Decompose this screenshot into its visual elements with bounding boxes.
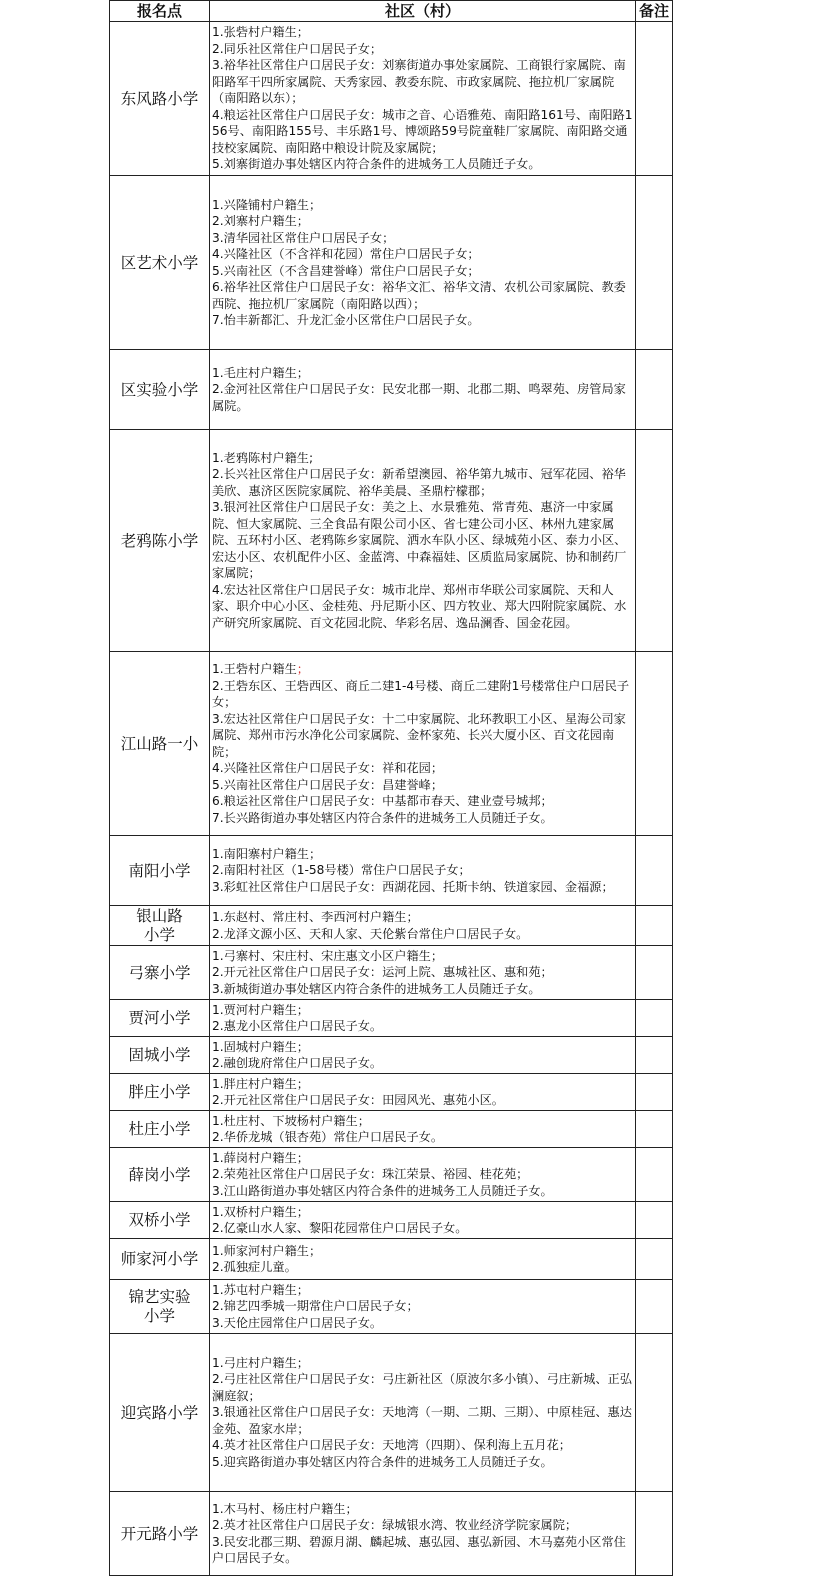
community-line: 3.天伦庄园常住户口居民子女。 — [212, 1315, 383, 1330]
school-name: 胖庄小学 — [110, 1074, 210, 1111]
note-cell — [636, 1239, 673, 1280]
community-line: 1.胖庄村户籍生； — [212, 1076, 309, 1091]
community-line: 4.宏达社区常住户口居民子女：城市北岸、郑州市华联公司家属院、天和人家、职介中心小区、金桂苑、丹尼斯小区、四方牧业、郑大四附院家属院、水产研究所家属院、百文花园北院、华彩名居、逸品澜香、国金花园。 — [212, 582, 627, 630]
school-name: 师家河小学 — [110, 1239, 210, 1280]
community-cell — [210, 652, 636, 836]
community-line: 1.师家河村户籍生； — [212, 1243, 322, 1258]
community-line: 2.长兴社区常住户口居民子女：新希望澳园、裕华第九城市、冠军花园、裕华美欣、惠济区医院家属院、裕华美晨、圣鼎柠檬郡； — [212, 467, 626, 498]
community-line: 1.苏屯村户籍生； — [212, 1282, 309, 1297]
community-line: 2.南阳村社区（1-58号楼）常住户口居民子女； — [212, 863, 471, 878]
community-line: 4.英才社区常住户口居民子女：天地湾（四期）、保利海上五月花； — [212, 1438, 571, 1453]
table-row — [110, 1239, 673, 1280]
enrollment-table — [109, 0, 673, 1576]
header-school: 报名点 — [110, 1, 210, 22]
community-cell — [210, 430, 636, 652]
table-row — [110, 1202, 673, 1239]
community-line: 5.兴南社区常住户口居民子女：昌建誉峰； — [212, 777, 444, 792]
community-line: 3.江山路街道办事处辖区内符合条件的进城务工人员随迁子女。 — [212, 1183, 553, 1198]
community-line: 1.毛庄村户籍生； — [212, 365, 309, 380]
community-cell — [210, 906, 636, 946]
community-line: 3.裕华社区常住户口居民子女：刘寨街道办事处家属院、工商银行家属院、南阳路军干四所家属院、天秀家园、教委东院、市政家属院、拖拉机厂家属院（南阳路以东）； — [212, 58, 626, 106]
community-line: 1.王砦村户籍生 — [212, 662, 297, 676]
community-line: 1.老鸦陈村户籍生; — [212, 450, 314, 465]
community-line: 1.薛岗村户籍生； — [212, 1150, 309, 1165]
note-cell — [636, 1111, 673, 1148]
school-name: 老鸦陈小学 — [110, 430, 210, 652]
community-line: 2.开元社区常住户口居民子女：运河上院、惠城社区、惠和苑； — [212, 965, 553, 980]
community-line: 2.华侨龙城（银杏苑）常住户口居民子女。 — [212, 1130, 444, 1144]
note-cell — [636, 430, 673, 652]
community-line: 2.锦艺四季城一期常住户口居民子女； — [212, 1299, 419, 1314]
note-cell — [636, 1074, 673, 1111]
school-name: 固城小学 — [110, 1037, 210, 1074]
school-name: 南阳小学 — [110, 836, 210, 906]
note-cell — [636, 836, 673, 906]
community-line: 7.长兴路街道办事处辖区内符合条件的进城务工人员随迁子女。 — [212, 810, 553, 825]
community-cell — [210, 836, 636, 906]
table-row — [110, 652, 673, 836]
note-cell — [636, 906, 673, 946]
note-cell — [636, 1202, 673, 1239]
table-row — [110, 1148, 673, 1202]
table-row — [110, 1074, 673, 1111]
community-cell — [210, 176, 636, 350]
note-cell — [636, 1334, 673, 1492]
community-line: 4.兴隆社区（不含祥和花园）常住户口居民子女； — [212, 247, 480, 261]
community-line: 2.王砦东区、王砦西区、商丘二建1-4号楼、商丘二建附1号楼常住户口居民子女； — [212, 678, 630, 709]
school-name: 杜庄小学 — [110, 1111, 210, 1148]
school-name: 开元路小学 — [110, 1492, 210, 1576]
community-line: 3.新城街道办事处辖区内符合条件的进城务工人员随迁子女。 — [212, 981, 541, 996]
community-cell — [210, 1202, 636, 1239]
community-line: 1.弓庄村户籍生； — [212, 1355, 309, 1370]
school-name: 贾河小学 — [110, 1000, 210, 1037]
community-line: 6.裕华社区常住户口居民子女：裕华文汇、裕华文清、农机公司家属院、教委西院、拖拉机厂家属院（南阳路以西）； — [212, 280, 626, 311]
community-line: 7.怡丰新都汇、升龙汇金小区常住户口居民子女。 — [212, 313, 480, 327]
community-cell — [210, 1334, 636, 1492]
community-line: 1.杜庄村、下坡杨村户籍生； — [212, 1113, 370, 1128]
table-row — [110, 176, 673, 350]
table-row — [110, 836, 673, 906]
community-line: 5.兴南社区（不含昌建誉峰）常住户口居民子女； — [212, 263, 480, 278]
community-cell — [210, 1074, 636, 1111]
community-line: 4.粮运社区常住户口居民子女：城市之音、心语雅苑、南阳路161号、南阳路156号、南阳路155号、丰乐路1号、博颂路59号院童鞋厂家属院、南阳路交通技校家属院、南阳路中粮设计院及家属院； — [212, 107, 633, 155]
header-row — [110, 1, 673, 22]
school-name: 薛岗小学 — [110, 1148, 210, 1202]
community-line: 2.英才社区常住户口居民子女：绿城银水湾、牧业经济学院家属院； — [212, 1518, 578, 1532]
note-cell — [636, 1037, 673, 1074]
note-cell — [636, 946, 673, 1000]
school-name: 弓寨小学 — [110, 946, 210, 1000]
community-cell — [210, 1000, 636, 1037]
red-mark: ； — [296, 662, 309, 676]
note-cell — [636, 1000, 673, 1037]
community-line: 1.东赵村、常庄村、李西河村户籍生； — [212, 910, 419, 924]
community-line: 2.金河社区常住户口居民子女：民安北郡一期、北郡二期、鸣翠苑、房管局家属院。 — [212, 382, 626, 413]
note-cell — [636, 1492, 673, 1576]
community-line: 3.宏达社区常住户口居民子女：十二中家属院、北环教职工小区、星海公司家属院、郑州市污水净化公司家属院、金杯家苑、长兴大厦小区、百文花园南院； — [212, 711, 626, 759]
table-row — [110, 1280, 673, 1334]
note-cell — [636, 1148, 673, 1202]
header-note: 备注 — [636, 1, 673, 22]
table-row — [110, 1334, 673, 1492]
community-cell — [210, 946, 636, 1000]
school-name: 双桥小学 — [110, 1202, 210, 1239]
school-name: 迎宾路小学 — [110, 1334, 210, 1492]
school-name: 银山路 小学 — [110, 906, 210, 946]
community-line: 2.刘寨村户籍生； — [212, 214, 309, 228]
community-line: 1.固城村户籍生； — [212, 1039, 309, 1054]
school-name: 锦艺实验 小学 — [110, 1280, 210, 1334]
community-line: 3.彩虹社区常住户口居民子女：西湖花园、托斯卡纳、铁道家园、金福源； — [212, 879, 614, 894]
table-row — [110, 22, 673, 176]
school-name: 区艺术小学 — [110, 176, 210, 350]
community-line: 5.刘寨街道办事处辖区内符合条件的进城务工人员随迁子女。 — [212, 157, 541, 172]
community-cell — [210, 1239, 636, 1280]
community-line: 3.银河社区常住户口居民子女：美之上、水景雅苑、常青苑、惠济一中家属院、恒大家属院、三全食品有限公司小区、省七建公司小区、林州九建家属院、五环村小区、老鸦陈乡家属院、洒水车队小区、绿城苑小区、泰力小区、宏达小区、农机配件小区、金蓝湾、中森福娃、区质监局家属院、协和制药厂家属院； — [212, 500, 627, 581]
community-line: 1.双桥村户籍生； — [212, 1204, 309, 1219]
table-row — [110, 430, 673, 652]
table-row — [110, 350, 673, 430]
community-cell — [210, 22, 636, 176]
community-cell — [210, 1280, 636, 1334]
note-cell — [636, 1280, 673, 1334]
community-line: 2.同乐社区常住户口居民子女； — [212, 41, 383, 56]
table-row — [110, 906, 673, 946]
community-line: 2.荣苑社区常住户口居民子女：珠江荣景、裕园、桂花苑； — [212, 1167, 529, 1182]
community-line: 2.弓庄社区常住户口居民子女：弓庄新社区（原波尔多小镇）、弓庄新城、正弘澜庭叙； — [212, 1372, 632, 1403]
community-line: 3.银通社区常住户口居民子女：天地湾（一期、二期、三期）、中原桂冠、惠达金苑、盈家水岸； — [212, 1405, 632, 1436]
school-name: 江山路一小 — [110, 652, 210, 836]
note-cell — [636, 176, 673, 350]
community-line: 2.亿豪山水人家、黎阳花园常住户口居民子女。 — [212, 1221, 468, 1235]
table-row — [110, 946, 673, 1000]
community-line: 2.龙泽文源小区、天和人家、天伦紫台常住户口居民子女。 — [212, 926, 529, 941]
school-name: 区实验小学 — [110, 350, 210, 430]
community-line: 2.融创珑府常住户口居民子女。 — [212, 1056, 383, 1070]
table-row — [110, 1492, 673, 1576]
community-line: 2.开元社区常住户口居民子女：田园风光、惠苑小区。 — [212, 1093, 504, 1107]
community-line: 1.兴隆铺村户籍生； — [212, 197, 322, 212]
note-cell — [636, 652, 673, 836]
community-line: 1.张砦村户籍生； — [212, 25, 309, 40]
community-line: 3.清华园社区常住户口居民子女； — [212, 230, 395, 245]
community-line: 1.贾河村户籍生； — [212, 1002, 309, 1017]
community-line: 1.木马村、杨庄村户籍生； — [212, 1501, 358, 1516]
community-cell — [210, 1111, 636, 1148]
community-cell — [210, 1037, 636, 1074]
note-cell — [636, 350, 673, 430]
school-name: 东风路小学 — [110, 22, 210, 176]
community-line: 3.民安北郡三期、碧源月湖、麟起城、惠弘园、惠弘新园、木马嘉苑小区常住户口居民子女。 — [212, 1534, 626, 1565]
header-community: 社区（村） — [210, 1, 636, 22]
community-line: 5.迎宾路街道办事处辖区内符合条件的进城务工人员随迁子女。 — [212, 1454, 553, 1469]
community-cell — [210, 1492, 636, 1576]
table-row — [110, 1111, 673, 1148]
note-cell — [636, 22, 673, 176]
community-line: 2.孤独症儿童。 — [212, 1260, 297, 1274]
table-row — [110, 1037, 673, 1074]
community-cell — [210, 1148, 636, 1202]
community-line: 1.弓寨村、宋庄村、宋庄惠文小区户籍生； — [212, 948, 444, 963]
community-line: 2.惠龙小区常住户口居民子女。 — [212, 1019, 383, 1033]
community-line: 1.南阳寨村户籍生； — [212, 846, 322, 861]
community-line: 6.粮运社区常住户口居民子女：中基都市春天、建业壹号城邦； — [212, 794, 553, 808]
community-cell — [210, 350, 636, 430]
community-line: 4.兴隆社区常住户口居民子女：祥和花园； — [212, 761, 444, 775]
table-row — [110, 1000, 673, 1037]
